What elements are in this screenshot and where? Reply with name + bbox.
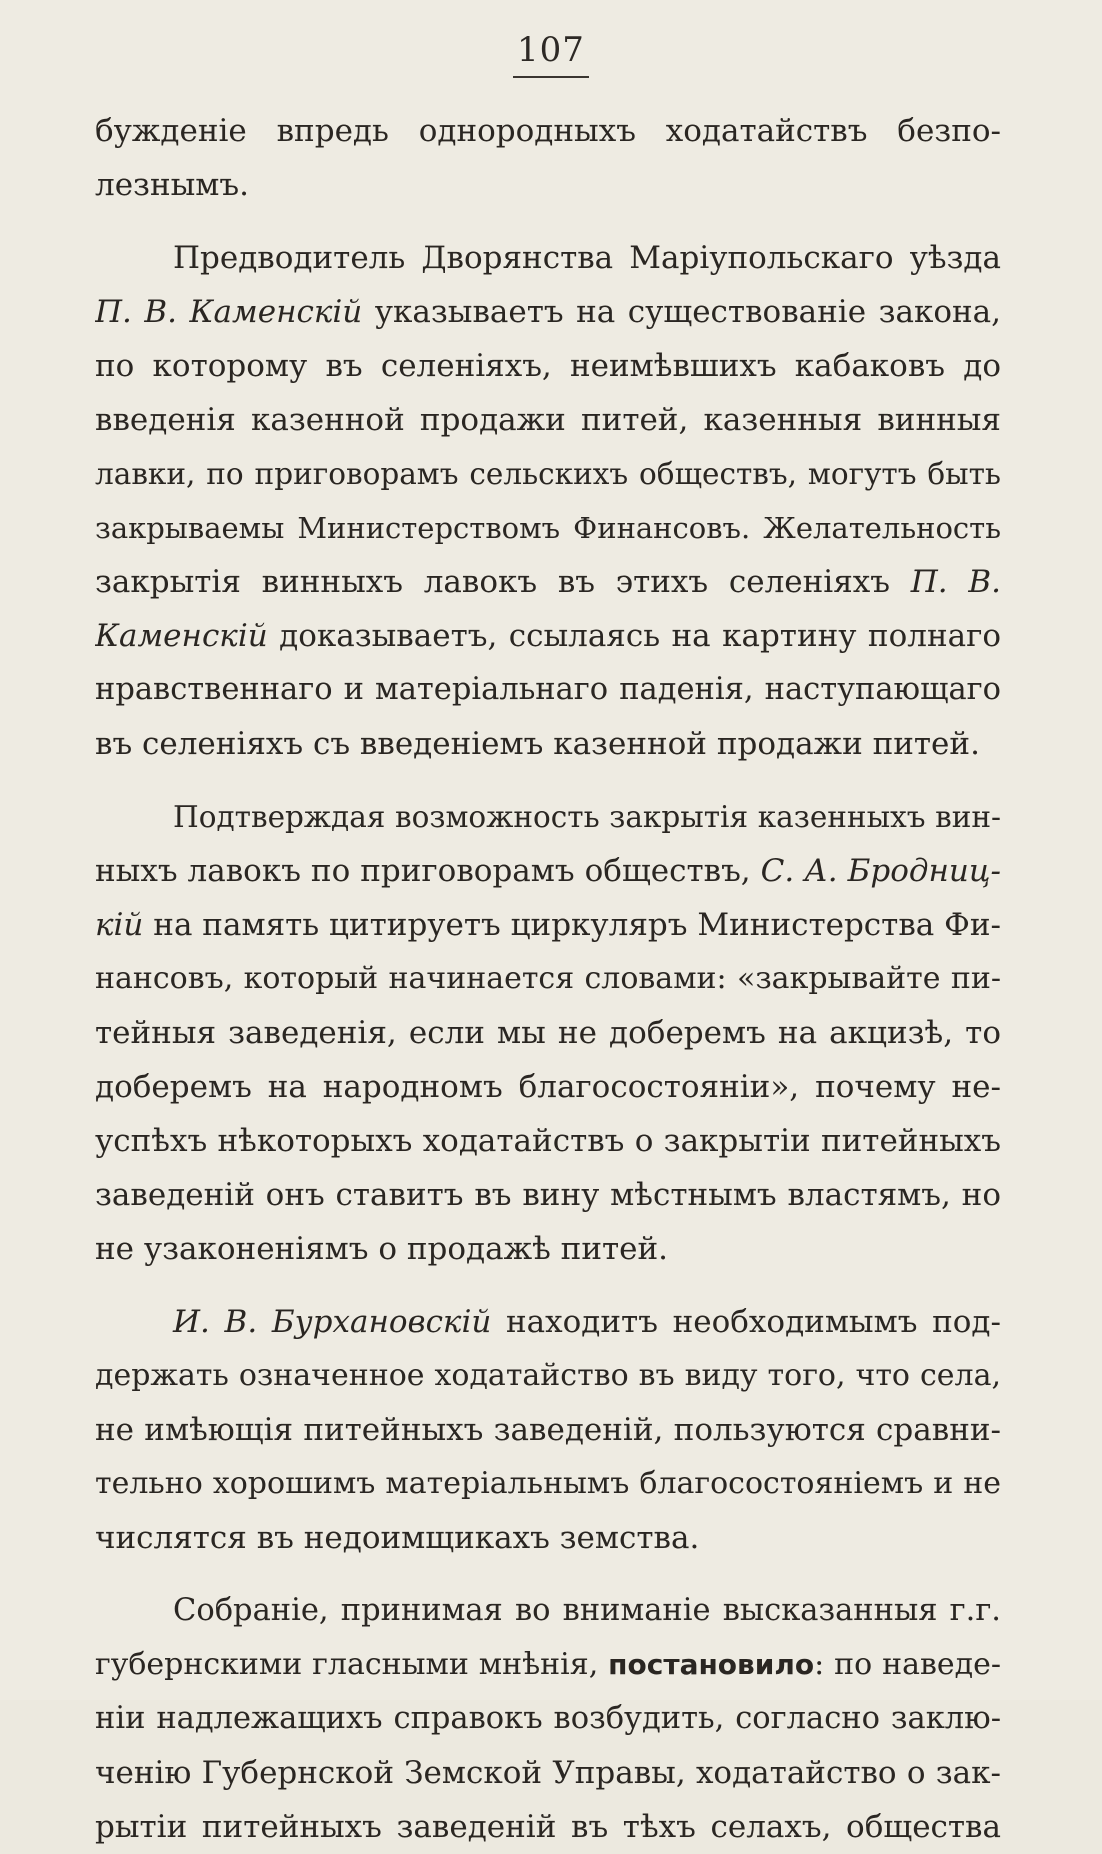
text-line [95,609,1001,663]
paragraph-gap [95,212,1001,231]
paragraph-gap [95,771,1001,790]
line-text: Подтверждая возможность закрытія казенныхъ вин- [173,800,1001,834]
text-line [95,1800,1001,1854]
text-line [95,663,1001,717]
line-text: ченію Губернской Земской Управы, ходатайство о зак- [95,1755,1001,1791]
line-text: бужденіе впредь однородныхъ ходатайствъ безпо- [95,113,1001,149]
text-line [95,104,1001,158]
line-text: указываетъ на существованіе закона, [362,294,1001,330]
line-text: на память цитируетъ циркуляръ Министерства Фи- [143,907,1001,943]
paragraph [95,1295,1001,1565]
line-text: находитъ необходимымъ под- [491,1304,1001,1340]
line-text: ныхъ лавокъ по приговорамъ обществъ, [95,853,761,889]
line-text: не имѣющія питейныхъ заведеній, пользуются сравни- [95,1412,1001,1448]
line-text: не узаконеніямъ о продажѣ питей. [95,1231,669,1267]
paragraph-gap [95,1276,1001,1295]
italic-name: П. В. [910,564,1001,600]
text-line [95,555,1001,609]
line-text: доберемъ на народномъ благосостояніи», почему не- [95,1069,1001,1105]
page-number-text: 107 [517,30,585,70]
text-line [95,1168,1001,1222]
text-line [95,952,1001,1006]
text-line [95,1006,1001,1060]
text-line [95,1692,1001,1746]
line-text: нравственнаго и матеріальнаго паденія, наступающаго [95,672,1001,707]
line-text: лезнымъ. [95,167,249,203]
text-line [95,1222,1001,1276]
paragraph-gap [95,1565,1001,1584]
line-text: Предводитель Дворянства Маріупольскаго уѣзда [173,240,1001,276]
italic-name: И. В. Бурхановскій [173,1304,492,1340]
paragraph [95,231,1001,771]
text-line [95,447,1001,501]
line-text: доказываетъ, ссылаясь на картину полнаго [267,618,1001,654]
text-line [95,844,1001,898]
text-line [95,898,1001,952]
line-text: нансовъ, который начинается словами: «закрывайте пи- [95,961,1001,996]
line-text: губернскими гласными мнѣнія, [95,1647,609,1682]
line-text: рытіи питейныхъ заведеній въ тѣхъ селахъ, общества [95,1809,1001,1845]
text-line [95,501,1001,555]
text-line [95,1114,1001,1168]
text-line [95,339,1001,393]
line-text: закрытія винныхъ лавокъ въ этихъ селеніяхъ [95,564,911,600]
italic-name: П. В. Каменскій [95,294,363,330]
line-text: ніи надлежащихъ справокъ возбудить, согласно заклю- [95,1701,1001,1736]
bold-resolution-word: постановило [608,1648,815,1681]
body-text [95,104,1001,1854]
text-line [95,1295,1001,1349]
line-text: держать означенное ходатайство въ виду того, что села, [95,1358,1001,1393]
text-line [95,1638,1001,1692]
text-line [95,158,1001,212]
line-text: успѣхъ нѣкоторыхъ ходатайствъ о закрытіи питейныхъ [95,1123,1001,1159]
page-number [0,30,1102,78]
text-line [95,285,1001,339]
text-line [95,1403,1001,1457]
text-line [95,1511,1001,1565]
line-text: лавки, по приговорамъ сельскихъ обществъ, могутъ быть [95,457,1001,491]
text-line [95,790,1001,844]
text-line [95,1584,1001,1638]
text-line [95,393,1001,447]
line-text: Собраніе, принимая во вниманіе высказанныя г.г. [173,1593,1001,1628]
line-text: заведеній онъ ставитъ въ вину мѣстнымъ властямъ, но [95,1177,1001,1213]
line-text: : по наведе- [814,1647,1001,1682]
text-line [95,1349,1001,1403]
italic-name: С. А. Бродниц- [760,853,1001,889]
text-line [95,231,1001,285]
line-text: введенія казенной продажи питей, казенныя винныя [95,402,1001,438]
line-text: тейныя заведенія, если мы не доберемъ на акцизѣ, то [95,1015,1001,1051]
text-line [95,1746,1001,1800]
italic-name: кій [95,907,144,943]
paragraph [95,790,1001,1276]
line-text: числятся въ недоимщикахъ земства. [95,1520,700,1556]
line-text: по которому въ селеніяхъ, неимѣвшихъ кабаковъ до [95,348,1001,384]
line-text: закрываемы Министерствомъ Финансовъ. Желательность [95,511,1001,545]
page-number-rule [513,76,589,78]
line-text: въ селеніяхъ съ введеніемъ казенной продажи питей. [95,726,980,762]
paragraph [95,104,1001,212]
paragraph [95,1584,1001,1854]
text-line [95,1457,1001,1511]
text-line [95,1060,1001,1114]
italic-name: Каменскій [95,618,268,654]
text-line [95,717,1001,771]
line-text: тельно хорошимъ матеріальнымъ благосостояніемъ и не [95,1466,1001,1501]
